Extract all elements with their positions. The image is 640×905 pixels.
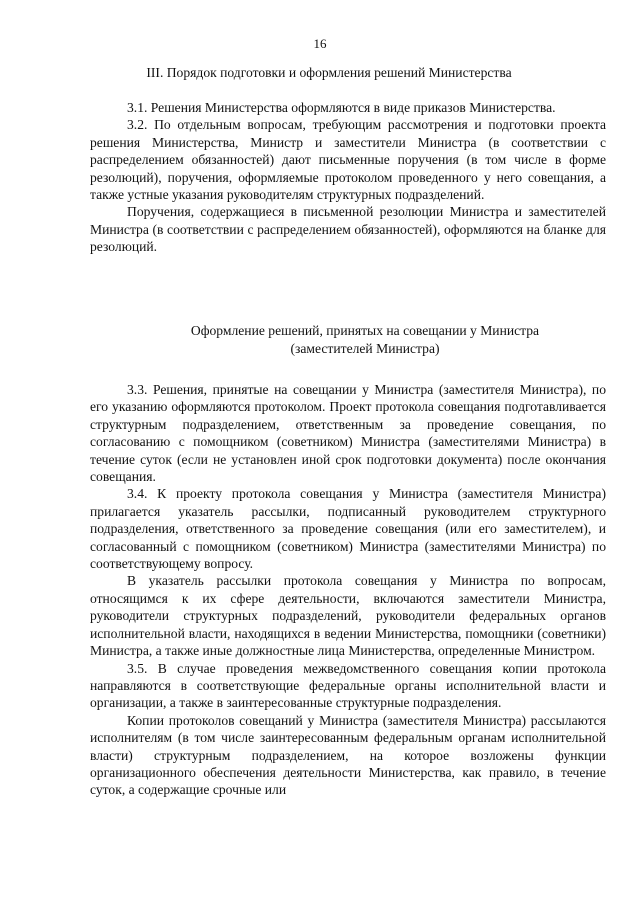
paragraph-distribution-list: В указатель рассылки протокола совещания у Министра по вопросам, относящимся к их сфере деятельности, включаются заместители Министра, руководители структурных подразделений, руководители федеральных органов исполнительной власти, находящихся в ведении Министерства, помощники (советники) Министра, а также иные должностные лица Министерства, определенные Министром. [90,573,606,659]
paragraph-3-3: 3.3. Решения, принятые на совещании у Министра (заместителя Министра), по его указанию оформляются протоколом. Проект протокола совещания подготавливается структурным подразделением, ответственным за проведение совещания, по согласованию с помощником (советником) Министра (заместителями Министра) в течение суток (если не установлен иной срок подготовки документа) после окончания совещания. [90,382,606,485]
subheading-line1: Оформление решений, принятых на совещании у Министра [190,323,540,338]
page-number: 16 [313,36,327,51]
paragraph-resolutions: Поручения, содержащиеся в письменной резолюции Министра и заместителей Министра (в соответствии с распределением обязанностей), оформляются на бланке для резолюций. [90,204,606,255]
paragraph-3-5: 3.5. В случае проведения межведомственного совещания копии протокола направляются в соответствующие федеральные органы исполнительной власти и организации, а также в заинтересованные структурные подразделения. [90,660,606,711]
paragraph-protocol-copies: Копии протоколов совещаний у Министра (заместителя Министра) рассылаются исполнителям (в том числе заинтересованным федеральным органам исполнительной власти) структурным подразделением, на которое возложены функции организационного обеспечения деятельности Министерства, как правило, в течение суток, а содержащие срочные или [90,712,606,798]
paragraph-3-2: 3.2. По отдельным вопросам, требующим рассмотрения и подготовки проекта решения Министерства, Министр и заместители Министра (в соответствии с распределением обязанностей) дают письменные поручения (в том числе в форме резолюций), поручения, оформляемые протоколом проведенного у него совещания, а также устные указания руководителям структурных подразделений. [90,117,606,203]
subheading-line2: (заместителей Министра) [290,341,440,356]
section-body-part2 [90,381,606,799]
paragraph-3-1: 3.1. Решения Министерства оформляются в виде приказов Министерства. [127,100,556,115]
section-title: III. Порядок подготовки и оформления решений Министерства [146,65,512,80]
paragraph-3-4: 3.4. К проекту протокола совещания у Министра (заместителя Министра) прилагается указатель рассылки, подписанный руководителем структурного подразделения, ответственного за проведение совещания (или его заместителем), и согласованный с помощником (советником) Министра (заместителями Министра) по соответствующему вопросу. [90,486,606,572]
section-body-part1 [90,99,606,256]
subheading [150,322,580,358]
